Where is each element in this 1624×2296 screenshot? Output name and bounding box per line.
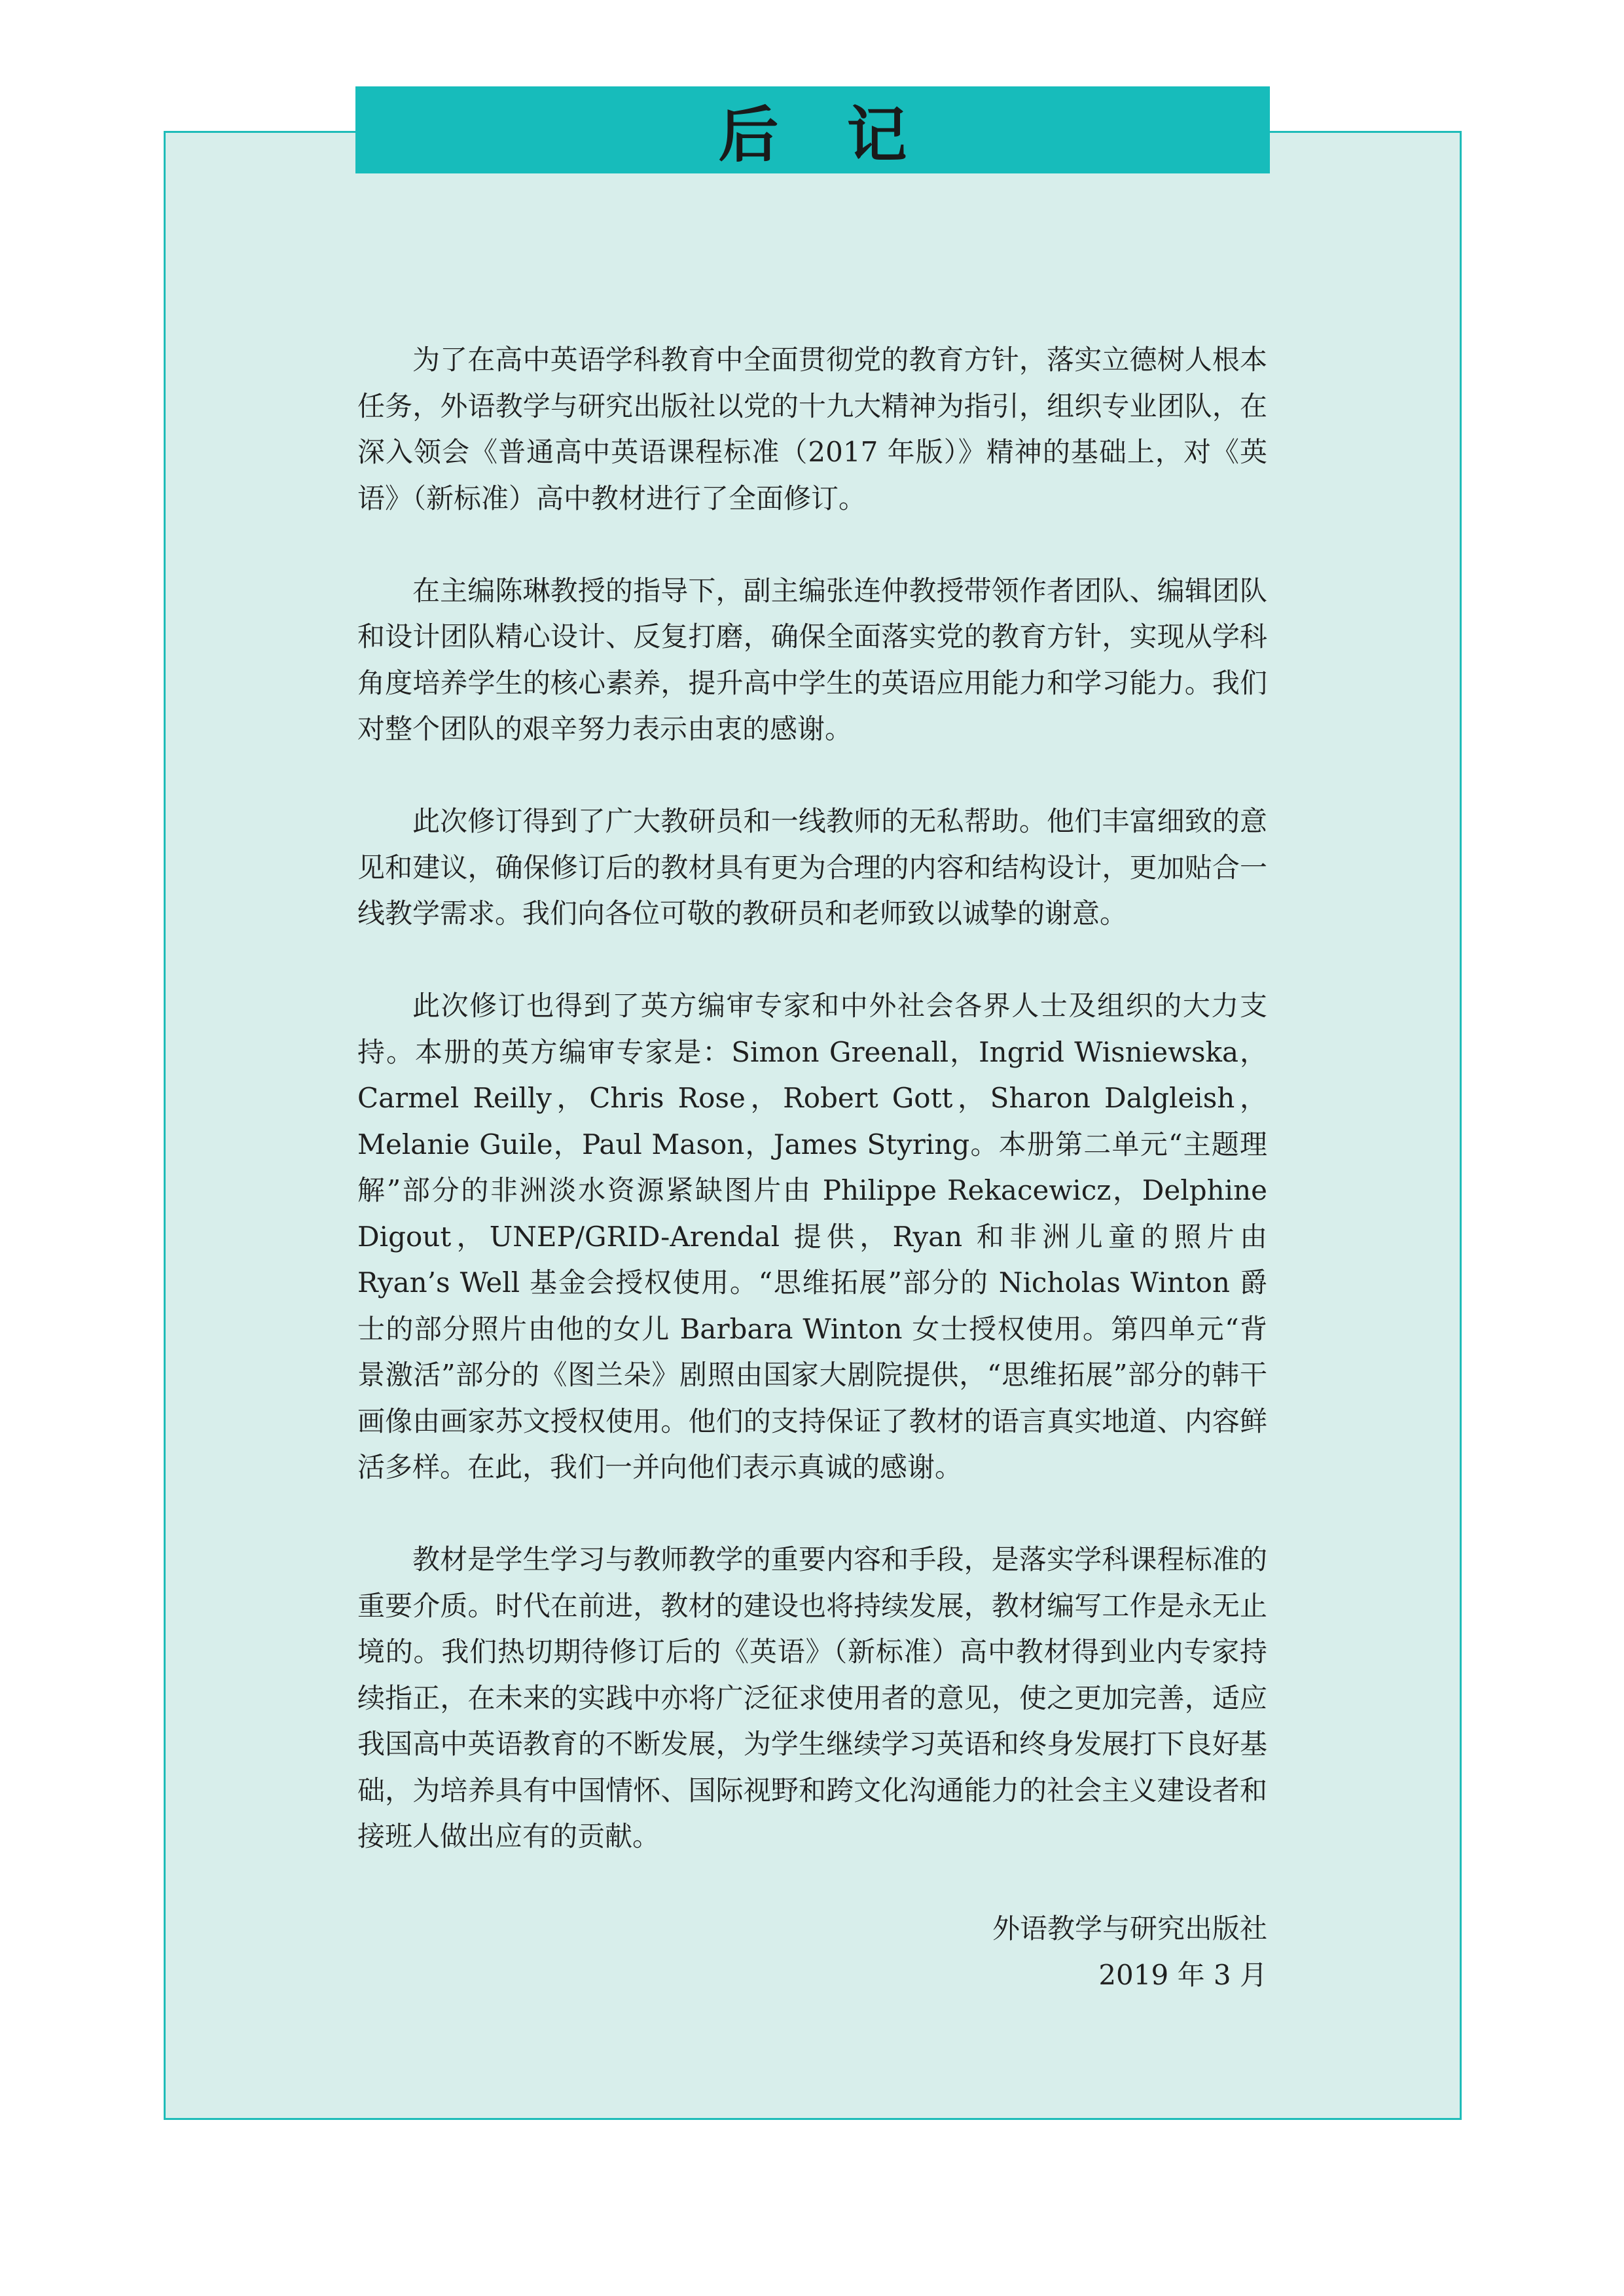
paragraph-1: 为了在高中英语学科教育中全面贯彻党的教育方针，落实立德树人根本任务，外语教学与研究出版社以党的十九大精神为指引，组织专业团队，在深入领会《普通高中英语课程标准（2017 年版）》精神的基础上，对《英语》（新标准）高中教材进行了全面修订。 xyxy=(357,344,1267,514)
page-title: 后 记 xyxy=(718,99,931,170)
afterword-body xyxy=(357,337,1267,1998)
paragraph-3: 此次修订得到了广大教研员和一线教师的无私帮助。他们丰富细致的意见和建议，确保修订后的教材具有更为合理的内容和结构设计，更加贴合一线教学需求。我们向各位可敬的教研员和老师致以诚挚的谢意。 xyxy=(357,805,1267,929)
signature-date: 2019 年 3 月 xyxy=(1098,1958,1267,1991)
publisher-name: 外语教学与研究出版社 xyxy=(992,1912,1267,1945)
title-banner xyxy=(355,86,1270,173)
paragraph-4: 此次修订也得到了英方编审专家和中外社会各界人士及组织的大力支持。本册的英方编审专家是：Simon Greenall，Ingrid Wisniewska，Carmel Reilly，Chris Rose，Robert Gott，Sharon Dalgleish，Melanie Guile，Paul Mason，James Styring。本册第二单元“主题理解”部分的非洲淡水资源紧缺图片由 Philippe Rekacewicz，Delphine Digout，UNEP/GRID-Arendal 提供，Ryan 和非洲儿童的照片由 Ryan’s Well 基金会授权使用。“思维拓展”部分的 Nicholas Winton 爵士的部分照片由他的女儿 Barbara Winton 女士授权使用。第四单元“背景激活”部分的《图兰朵》剧照由国家大剧院提供，“思维拓展”部分的韩干画像由画家苏文授权使用。他们的支持保证了教材的语言真实地道、内容鲜活多样。在此，我们一并向他们表示真诚的感谢。 xyxy=(357,990,1267,1483)
paragraph-5: 教材是学生学习与教师教学的重要内容和手段，是落实学科课程标准的重要介质。时代在前进，教材的建设也将持续发展，教材编写工作是永无止境的。我们热切期待修订后的《英语》（新标准）高中教材得到业内专家持续指正，在未来的实践中亦将广泛征求使用者的意见，使之更加完善，适应我国高中英语教育的不断发展，为学生继续学习英语和终身发展打下良好基础，为培养具有中国情怀、国际视野和跨文化沟通能力的社会主义建设者和接班人做出应有的贡献。 xyxy=(357,1543,1267,1852)
paragraph-2: 在主编陈琳教授的指导下，副主编张连仲教授带领作者团队、编辑团队和设计团队精心设计、反复打磨，确保全面落实党的教育方针，实现从学科角度培养学生的核心素养，提升高中学生的英语应用能力和学习能力。我们对整个团队的艰辛努力表示由衷的感谢。 xyxy=(357,574,1267,745)
signature-block xyxy=(357,1906,1267,1998)
